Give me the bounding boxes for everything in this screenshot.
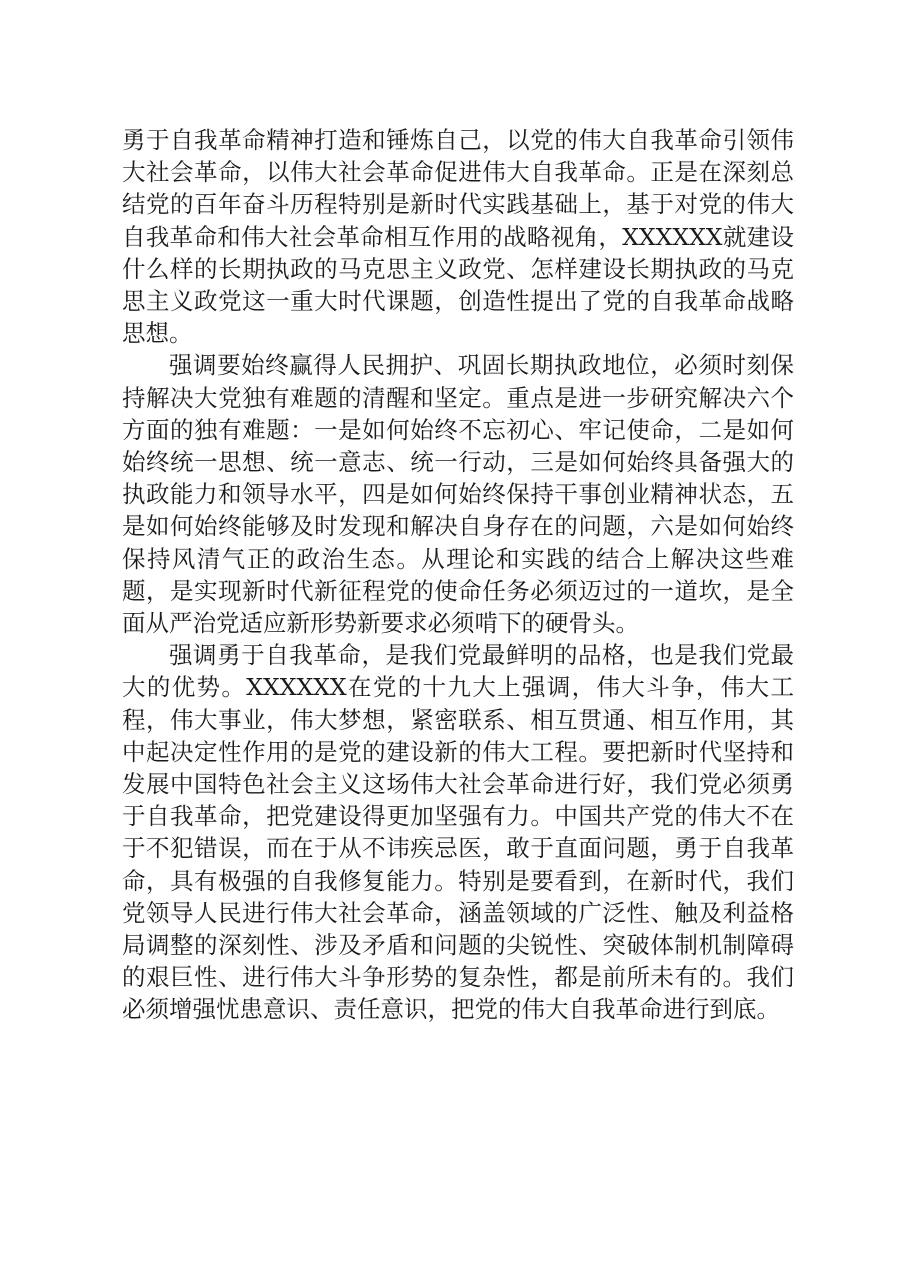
paragraph-self-revolution: 强调勇于自我革命，是我们党最鲜明的品格，也是我们党最大的优势。XXXXXX在党的十九大上强调，伟大斗争，伟大工程，伟大事业，伟大梦想，紧密联系、相互贯通、相互作用，其中起决定性作用的是党的建设新的伟大工程。要把新时代坚持和发展中国特色社会主义这场伟大社会革命进行好，我们党必须勇于自我革命，把党建设得更加坚强有力。中国共产党的伟大不在于不犯错误，而在于从不讳疾忌医，敢于直面问题，勇于自我革命，具有极强的自我修复能力。特别是要看到，在新时代，我们党领导人民进行伟大社会革命，涵盖领域的广泛性、触及利益格局调整的深刻性、涉及矛盾和问题的尖锐性、突破体制机制障碍的艰巨性、进行伟大斗争形势的复杂性，都是前所未有的。我们必须增强忧患意识、责任意识，把党的伟大自我革命进行到底。: [122, 641, 794, 1024]
paragraph-continuation: 勇于自我革命精神打造和锤炼自己，以党的伟大自我革命引领伟大社会革命，以伟大社会革命促进伟大自我革命。正是在深刻总结党的百年奋斗历程特别是新时代实践基础上，基于对党的伟大自我革命和伟大社会革命相互作用的战略视角，XXXXXX就建设什么样的长期执政的马克思主义政党、怎样建设长期执政的马克思主义政党这一重大时代课题，创造性提出了党的自我革命战略思想。: [122, 126, 794, 348]
document-page: [122, 124, 794, 1026]
paragraph-party-unique-problems: 强调要始终赢得人民拥护、巩固长期执政地位，必须时刻保持解决大党独有难题的清醒和坚定。重点是进一步研究解决六个方面的独有难题：一是如何始终不忘初心、牢记使命，二是如何始终统一思想、统一意志、统一行动，三是如何始终具备强大的执政能力和领导水平，四是如何始终保持干事创业精神状态，五是如何始终能够及时发现和解决自身存在的问题，六是如何始终保持风清气正的政治生态。从理论和实践的结合上解决这些难题，是实现新时代新征程党的使命任务必须迈过的一道坎，是全面从严治党适应新形势新要求必须啃下的硬骨头。: [122, 351, 794, 638]
